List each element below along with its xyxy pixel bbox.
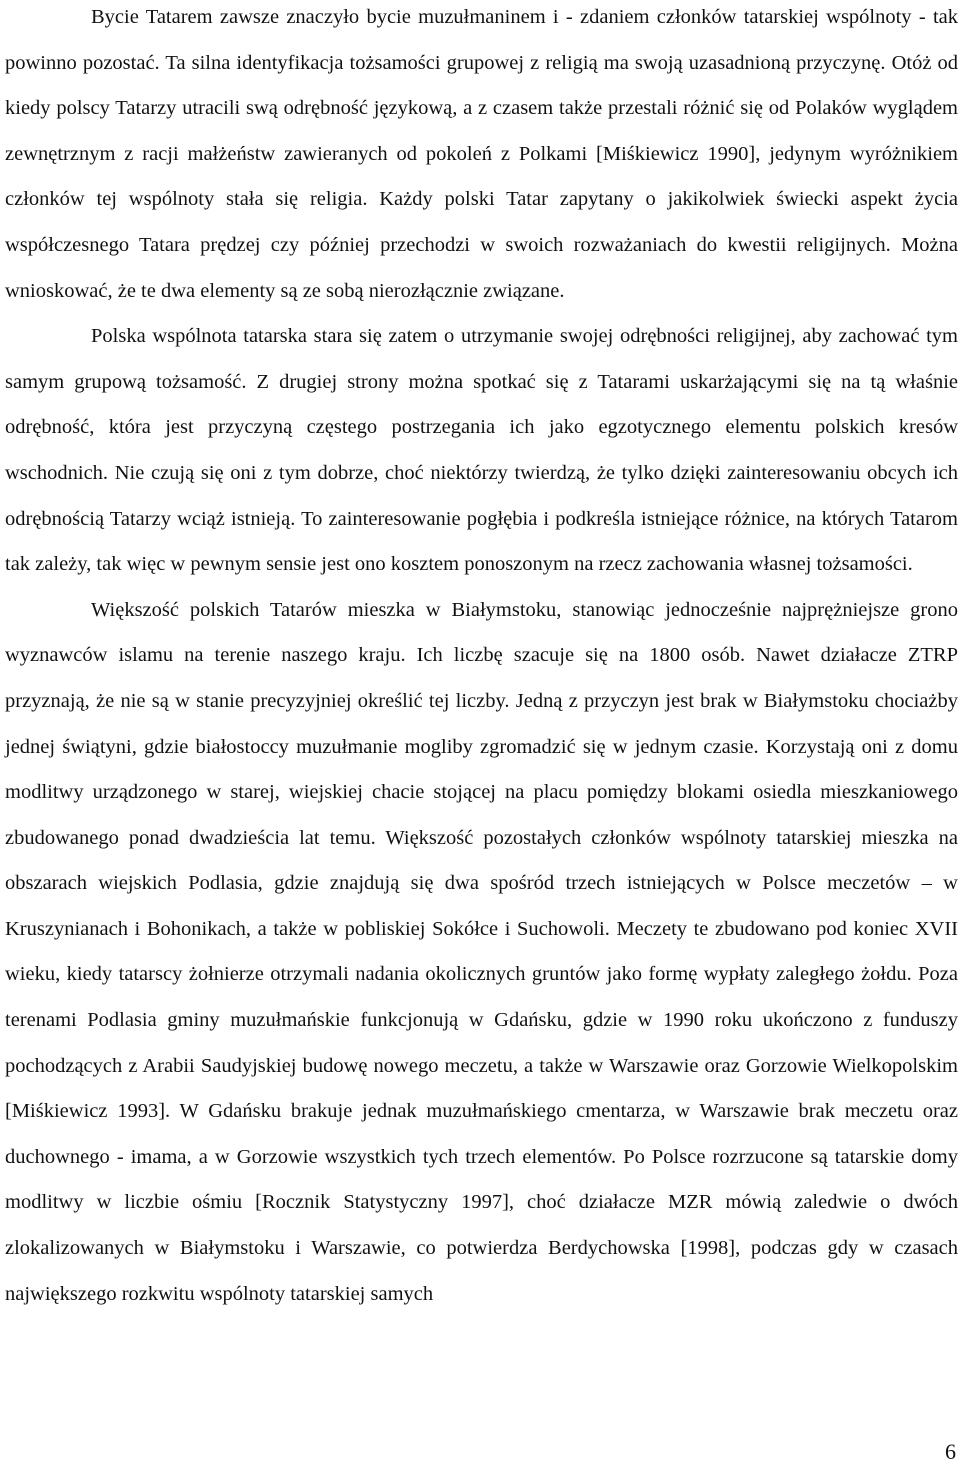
paragraph-1: Bycie Tatarem zawsze znaczyło bycie muzułmaninem i - zdaniem członków tatarskiej wspólnoty - tak powinno pozostać. Ta silna identyfikacja tożsamości grupowej z religią ma swoją uzasadnioną przyczynę. Otóż od kiedy polscy Tatarzy utracili swą odrębność językową, a z czasem także przestali różnić się od Polaków wyglądem zewnętrznym z racji małżeństw zawieranych od pokoleń z Polkami [Miśkiewicz 1990], jedynym wyróżnikiem członków tej wspólnoty stała się religia. Każdy polski Tatar zapytany o jakikolwiek świecki aspekt życia współczesnego Tatara prędzej czy później przechodzi w swoich rozważaniach do kwestii religijnych. Można wnioskować, że te dwa elementy są ze sobą nierozłącznie związane. bbox=[5, 6, 958, 302]
page-number: 6 bbox=[945, 1439, 956, 1464]
body-text bbox=[5, 0, 958, 1317]
paragraph-3: Większość polskich Tatarów mieszka w Białymstoku, stanowiąc jednocześnie najprężniejsze grono wyznawców islamu na terenie naszego kraju. Ich liczbę szacuje się na 1800 osób. Nawet działacze ZTRP przyznają, że nie są w stanie precyzyjniej określić tej liczby. Jedną z przyczyn jest brak w Białymstoku chociażby jednej świątyni, gdzie białostoccy muzułmanie mogliby zgromadzić się w jednym czasie. Korzystają oni z domu modlitwy urządzonego w starej, wiejskiej chacie stojącej na placu pomiędzy blokami osiedla mieszkaniowego zbudowanego ponad dwadzieścia lat temu. Większość pozostałych członków wspólnoty tatarskiej mieszka na obszarach wiejskich Podlasia, gdzie znajdują się dwa spośród trzech istniejących w Polsce meczetów – w Kruszynianach i Bohonikach, a także w pobliskiej Sokółce i Suchowoli. Meczety te zbudowano pod koniec XVII wieku, kiedy tatarscy żołnierze otrzymali nadania okolicznych gruntów jako formę wypłaty zaległego żołdu. Poza terenami Podlasia gminy muzułmańskie funkcjonują w Gdańsku, gdzie w 1990 roku ukończono z funduszy pochodzących z Arabii Saudyjskiej budowę nowego meczetu, a także w Warszawie oraz Gorzowie Wielkopolskim [Miśkiewicz 1993]. W Gdańsku brakuje jednak muzułmańskiego cmentarza, w Warszawie brak meczetu oraz duchownego - imama, a w Gorzowie wszystkich tych trzech elementów. Po Polsce rozrzucone są tatarskie domy modlitwy w liczbie ośmiu [Rocznik Statystyczny 1997], choć działacze MZR mówią zaledwie o dwóch zlokalizowanych w Białymstoku i Warszawie, co potwierdza Berdychowska [1998], podczas gdy w czasach największego rozkwitu wspólnoty tatarskiej samych bbox=[5, 598, 958, 1305]
paragraph-2: Polska wspólnota tatarska stara się zatem o utrzymanie swojej odrębności religijnej, aby zachować tym samym grupową tożsamość. Z drugiej strony można spotkać się z Tatarami uskarżającymi się na tą właśnie odrębność, która jest przyczyną częstego postrzegania ich jako egzotycznego elementu polskich kresów wschodnich. Nie czują się oni z tym dobrze, choć niektórzy twierdzą, że tylko dzięki zainteresowaniu obcych ich odrębnością Tatarzy wciąż istnieją. To zainteresowanie pogłębia i podkreśla istniejące różnice, na których Tatarom tak zależy, tak więc w pewnym sensie jest ono kosztem ponoszonym na rzecz zachowania własnej tożsamości. bbox=[5, 325, 958, 576]
